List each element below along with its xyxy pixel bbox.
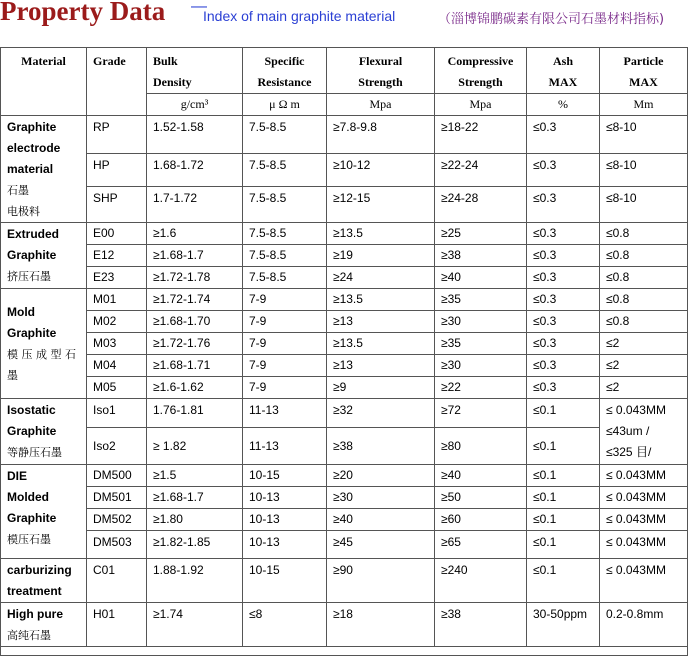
material-mold: Mold Graphite 模 压 成 型 石 墨: [1, 289, 87, 399]
resistance-cell: 7-9: [243, 333, 327, 355]
ash-cell: ≤0.1: [527, 531, 600, 559]
col-material: Material: [1, 48, 87, 116]
ash-cell: ≤0.1: [527, 487, 600, 509]
resistance-cell: 10-15: [243, 559, 327, 603]
flexural-cell: ≥13: [327, 355, 435, 377]
table-row: [1, 428, 688, 465]
particle-cell: ≤0.8: [600, 267, 688, 289]
table-row: [1, 186, 688, 222]
resistance-cell: 11-13: [243, 399, 327, 428]
grade-cell: E23: [87, 267, 147, 289]
flexural-cell: ≥19: [327, 245, 435, 267]
particle-cell: ≤8-10: [600, 154, 688, 187]
col-specific-resistance: Specific Resistance: [243, 48, 327, 94]
grade-cell: DM502: [87, 509, 147, 531]
ash-cell: ≤0.3: [527, 116, 600, 154]
table-footer-row: [1, 647, 688, 656]
bulk-cell: ≥1.5: [147, 465, 243, 487]
particle-cell: ≤2: [600, 333, 688, 355]
col-flexural-strength: Flexural Strength: [327, 48, 435, 94]
header-row: [1, 48, 688, 94]
particle-cell: ≤0.8: [600, 289, 688, 311]
bulk-cell: 1.52-1.58: [147, 116, 243, 154]
flexural-cell: ≥38: [327, 428, 435, 465]
particle-cell: ≤0.8: [600, 223, 688, 245]
grade-cell: M01: [87, 289, 147, 311]
flexural-cell: ≥13.5: [327, 333, 435, 355]
ash-cell: ≤0.3: [527, 223, 600, 245]
grade-cell: M05: [87, 377, 147, 399]
unit-resistance: μ Ω m: [243, 94, 327, 116]
table-footer: [1, 647, 688, 656]
ash-cell: ≤0.3: [527, 377, 600, 399]
flexural-cell: ≥90: [327, 559, 435, 603]
flexural-cell: ≥13.5: [327, 289, 435, 311]
subtitle-chinese: （淄博锦鹏碳素有限公司石墨材料指标): [438, 12, 665, 27]
compressive-cell: ≥40: [435, 465, 527, 487]
table-row: [1, 399, 688, 428]
compressive-cell: ≥60: [435, 509, 527, 531]
flexural-cell: ≥20: [327, 465, 435, 487]
table-row: [1, 333, 688, 355]
unit-compressive: Mpa: [435, 94, 527, 116]
material-high-pure: High pure 高纯石墨: [1, 603, 87, 647]
ash-cell: ≤0.1: [527, 399, 600, 428]
table-row: [1, 311, 688, 333]
particle-cell: ≤8-10: [600, 116, 688, 154]
flexural-cell: ≥30: [327, 487, 435, 509]
flexural-cell: ≥13.5: [327, 223, 435, 245]
bulk-cell: ≥1.80: [147, 509, 243, 531]
ash-cell: ≤0.3: [527, 267, 600, 289]
material-isostatic: Isostatic Graphite 等静压石墨: [1, 399, 87, 465]
table-row: [1, 603, 688, 647]
ash-cell: ≤0.3: [527, 289, 600, 311]
compressive-cell: ≥40: [435, 267, 527, 289]
grade-cell: DM500: [87, 465, 147, 487]
material-die-molded: DIE Molded Graphite 模压石墨: [1, 465, 87, 559]
bulk-cell: ≥1.6: [147, 223, 243, 245]
compressive-cell: ≥30: [435, 355, 527, 377]
grade-cell: HP: [87, 154, 147, 187]
grade-cell: M04: [87, 355, 147, 377]
compressive-cell: ≥80: [435, 428, 527, 465]
unit-particle: Mm: [600, 94, 688, 116]
compressive-cell: ≥35: [435, 333, 527, 355]
col-bulk-density: Bulk Density: [147, 48, 243, 94]
ash-cell: ≤0.1: [527, 559, 600, 603]
title-bar: [0, 0, 688, 34]
bulk-cell: 1.88-1.92: [147, 559, 243, 603]
grade-cell: Iso2: [87, 428, 147, 465]
particle-cell: ≤ 0.043MM: [600, 487, 688, 509]
ash-cell: ≤0.3: [527, 311, 600, 333]
ash-cell: 30-50ppm: [527, 603, 600, 647]
resistance-cell: 7-9: [243, 377, 327, 399]
compressive-cell: ≥18-22: [435, 116, 527, 154]
table-row: [1, 355, 688, 377]
flexural-cell: ≥18: [327, 603, 435, 647]
resistance-cell: 11-13: [243, 428, 327, 465]
compressive-cell: ≥25: [435, 223, 527, 245]
grade-cell: M02: [87, 311, 147, 333]
compressive-cell: ≥35: [435, 289, 527, 311]
compressive-cell: ≥38: [435, 245, 527, 267]
flexural-cell: ≥32: [327, 399, 435, 428]
grade-cell: E00: [87, 223, 147, 245]
resistance-cell: 7-9: [243, 355, 327, 377]
particle-cell: ≤0.8: [600, 311, 688, 333]
table-row: [1, 245, 688, 267]
grade-cell: DM503: [87, 531, 147, 559]
resistance-cell: 7-9: [243, 289, 327, 311]
resistance-cell: 7.5-8.5: [243, 267, 327, 289]
grade-cell: E12: [87, 245, 147, 267]
particle-cell: ≤ 0.043MM: [600, 559, 688, 603]
compressive-cell: ≥240: [435, 559, 527, 603]
ash-cell: ≤0.3: [527, 186, 600, 222]
particle-cell: ≤0.8: [600, 245, 688, 267]
table-row: [1, 509, 688, 531]
flexural-cell: ≥9: [327, 377, 435, 399]
unit-flexural: Mpa: [327, 94, 435, 116]
resistance-cell: 10-13: [243, 487, 327, 509]
resistance-cell: 7.5-8.5: [243, 116, 327, 154]
bulk-cell: 1.76-1.81: [147, 399, 243, 428]
resistance-cell: 7.5-8.5: [243, 154, 327, 187]
ash-cell: ≤0.3: [527, 154, 600, 187]
resistance-cell: 10-13: [243, 509, 327, 531]
bulk-cell: ≥1.68-1.71: [147, 355, 243, 377]
compressive-cell: ≥24-28: [435, 186, 527, 222]
flexural-cell: ≥13: [327, 311, 435, 333]
grade-cell: RP: [87, 116, 147, 154]
table-row: [1, 559, 688, 603]
table-row: [1, 377, 688, 399]
flexural-cell: ≥40: [327, 509, 435, 531]
compressive-cell: ≥22-24: [435, 154, 527, 187]
col-compressive-strength: Compressive Strength: [435, 48, 527, 94]
grade-cell: SHP: [87, 186, 147, 222]
particle-cell: ≤ 0.043MM: [600, 509, 688, 531]
grade-cell: C01: [87, 559, 147, 603]
table-row: [1, 223, 688, 245]
particle-cell: 0.2-0.8mm: [600, 603, 688, 647]
bulk-cell: ≥1.68-1.70: [147, 311, 243, 333]
bulk-cell: ≥1.68-1.7: [147, 245, 243, 267]
grade-cell: Iso1: [87, 399, 147, 428]
col-particle-max: Particle MAX: [600, 48, 688, 94]
ash-cell: ≤0.1: [527, 509, 600, 531]
bulk-cell: ≥1.72-1.74: [147, 289, 243, 311]
ash-cell: ≤0.3: [527, 355, 600, 377]
bulk-cell: ≥1.82-1.85: [147, 531, 243, 559]
ash-cell: ≤0.3: [527, 333, 600, 355]
ash-cell: ≤0.3: [527, 245, 600, 267]
col-grade: Grade: [87, 48, 147, 116]
particle-cell: ≤ 0.043MM: [600, 465, 688, 487]
resistance-cell: 7.5-8.5: [243, 245, 327, 267]
col-ash-max: Ash MAX: [527, 48, 600, 94]
resistance-cell: 7.5-8.5: [243, 186, 327, 222]
ash-cell: ≤0.1: [527, 428, 600, 465]
material-extruded: Extruded Graphite 挤压石墨: [1, 223, 87, 289]
grade-cell: DM501: [87, 487, 147, 509]
flexural-cell: ≥24: [327, 267, 435, 289]
resistance-cell: 10-13: [243, 531, 327, 559]
compressive-cell: ≥22: [435, 377, 527, 399]
grade-cell: H01: [87, 603, 147, 647]
compressive-cell: ≥65: [435, 531, 527, 559]
title-dash: —: [191, 0, 207, 15]
particle-cell: ≤2: [600, 377, 688, 399]
bulk-cell: ≥1.72-1.78: [147, 267, 243, 289]
bulk-cell: ≥1.68-1.7: [147, 487, 243, 509]
compressive-cell: ≥50: [435, 487, 527, 509]
compressive-cell: ≥72: [435, 399, 527, 428]
material-carburizing: carburizing treatment: [1, 559, 87, 603]
resistance-cell: ≤8: [243, 603, 327, 647]
table-row: [1, 267, 688, 289]
table-row: [1, 487, 688, 509]
flexural-cell: ≥45: [327, 531, 435, 559]
flexural-cell: ≥12-15: [327, 186, 435, 222]
unit-ash: %: [527, 94, 600, 116]
subtitle: Index of main graphite material: [203, 8, 396, 24]
resistance-cell: 10-15: [243, 465, 327, 487]
resistance-cell: 7.5-8.5: [243, 223, 327, 245]
unit-bulk: g/cm³: [147, 94, 243, 116]
page-title: Property Data: [0, 0, 166, 26]
material-electrode: Graphite electrode material 石墨 电极料: [1, 116, 87, 223]
compressive-cell: ≥30: [435, 311, 527, 333]
bulk-cell: ≥ 1.82: [147, 428, 243, 465]
table-row: [1, 531, 688, 559]
compressive-cell: ≥38: [435, 603, 527, 647]
resistance-cell: 7-9: [243, 311, 327, 333]
table-row: [1, 116, 688, 154]
particle-cell: ≤ 0.043MM: [600, 531, 688, 559]
bulk-cell: ≥1.6-1.62: [147, 377, 243, 399]
property-table: [0, 47, 688, 656]
flexural-cell: ≥7.8-9.8: [327, 116, 435, 154]
particle-cell: ≤ 0.043MM ≤43um / ≤325 目/: [600, 399, 688, 465]
table-row: [1, 465, 688, 487]
table-row: [1, 289, 688, 311]
table-row: [1, 154, 688, 187]
particle-cell: ≤2: [600, 355, 688, 377]
particle-cell: ≤8-10: [600, 186, 688, 222]
bulk-cell: 1.68-1.72: [147, 154, 243, 187]
bulk-cell: 1.7-1.72: [147, 186, 243, 222]
grade-cell: M03: [87, 333, 147, 355]
bulk-cell: ≥1.74: [147, 603, 243, 647]
ash-cell: ≤0.1: [527, 465, 600, 487]
flexural-cell: ≥10-12: [327, 154, 435, 187]
bulk-cell: ≥1.72-1.76: [147, 333, 243, 355]
